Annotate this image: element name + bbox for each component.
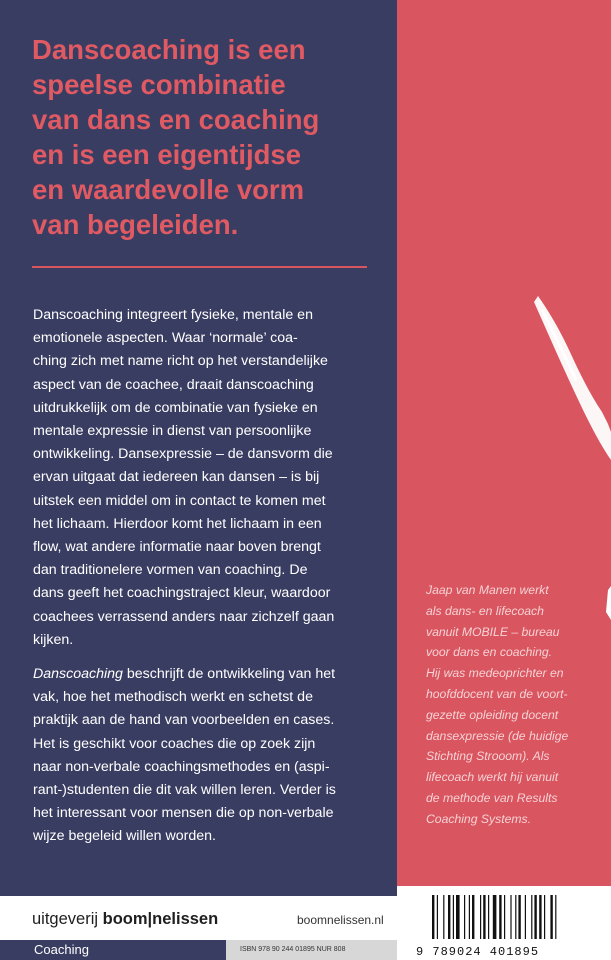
tagline-line: van begeleiden. <box>32 209 239 240</box>
tagline-line: en is een eigentijdse <box>32 139 301 170</box>
description-line: praktijk aan de hand van voorbeelden en cases. <box>33 712 335 729</box>
description-paragraph-2 <box>33 663 378 849</box>
description-line: dans geeft het coachingstraject kleur, waardoor <box>33 585 331 602</box>
description-line: coachees verrassend anders naar zichzelf gaan <box>33 608 335 625</box>
tagline-line: Danscoaching is een <box>32 34 306 65</box>
barcode-icon <box>432 895 600 943</box>
book-title-italic: Danscoaching <box>33 666 123 682</box>
description-line: dan traditionelere vormen van coaching. De <box>33 562 308 579</box>
description-line: aspect van de coachee, draait danscoaching <box>33 376 314 393</box>
publisher-website: boomnelissen.nl <box>297 913 384 927</box>
author-bio-line: hoofddocent van de voort- <box>426 686 568 701</box>
description-line: vak, hoe het methodisch werkt en schetst de <box>33 689 313 706</box>
publisher-logo <box>32 910 218 929</box>
author-bio-line: vanuit MOBILE – bureau <box>426 624 560 639</box>
author-bio-line: Coaching Systems. <box>426 811 531 826</box>
tagline-line: speelse combinatie <box>32 69 286 100</box>
tagline-line: en waardevolle vorm <box>32 174 305 205</box>
description-line: flow, wat andere informatie naar boven brengt <box>33 539 321 556</box>
author-bio-line: als dans- en lifecoach <box>426 603 544 618</box>
author-bio-line: lifecoach werkt hij vanuit <box>426 770 559 785</box>
tagline-line: van dans en coaching <box>32 104 320 135</box>
publisher-brand: boom|nelissen <box>102 910 219 928</box>
description-line: Het is geschikt voor coaches die op zoek zijn <box>33 735 316 752</box>
category-label: Coaching <box>34 942 89 957</box>
description-line: uitdrukkelijk om de combinatie van fysieke en <box>33 399 318 416</box>
author-bio-line: voor dans en coaching. <box>426 645 553 660</box>
description-line: naar non-verbale coachingsmethodes en (aspi- <box>33 758 330 775</box>
author-bio-line: gezette opleiding docent <box>426 707 559 722</box>
author-bio <box>426 580 606 830</box>
author-bio-line: de methode van Results <box>426 790 558 805</box>
description-paragraph-1 <box>33 304 378 652</box>
description-line <box>33 663 378 686</box>
barcode-number: 9 789024 401895 <box>416 945 540 959</box>
description-line: mentale expressie in dienst van persoonlijke <box>33 423 312 440</box>
description-line: het lichaam. Hierdoor komt het lichaam in een <box>33 515 322 532</box>
description-line: ontwikkeling. Dansexpressie – de dansvorm die <box>33 446 333 463</box>
description-line: wijze begeleid willen worden. <box>33 828 216 845</box>
description-line: Danscoaching integreert fysieke, mentale en <box>33 307 313 323</box>
description-line: kijken. <box>33 631 74 648</box>
tagline <box>32 32 382 242</box>
author-bio-line: Stichting Strooom). Als <box>426 749 550 764</box>
description-line-rest: beschrijft de ontwikkeling van het <box>122 666 336 682</box>
author-bio-line: Jaap van Manen werkt <box>426 583 549 597</box>
white-brush-stroke-graphic <box>530 290 611 620</box>
description-line: uitstek een middel om in contact te komen met <box>33 492 326 509</box>
isbn-text: ISBN 978 90 244 01895 NUR 808 <box>240 946 346 953</box>
description-line: ervan uitgaat dat iedereen kan dansen – is bij <box>33 469 320 486</box>
publisher-prefix: uitgeverij <box>32 910 103 928</box>
author-bio-line: dansexpressie (de huidige <box>426 728 569 743</box>
author-bio-line: Hij was medeoprichter en <box>426 666 564 681</box>
tagline-divider <box>32 266 367 268</box>
description-line: emotionele aspecten. Waar ‘normale’ coa- <box>33 330 298 347</box>
description-line: rant-)studenten die dit vak willen leren. Verder is <box>33 782 336 799</box>
description-line: ching zich met name richt op het verstandelijke <box>33 353 328 370</box>
description-line: het interessant voor mensen die op non-verbale <box>33 805 334 822</box>
